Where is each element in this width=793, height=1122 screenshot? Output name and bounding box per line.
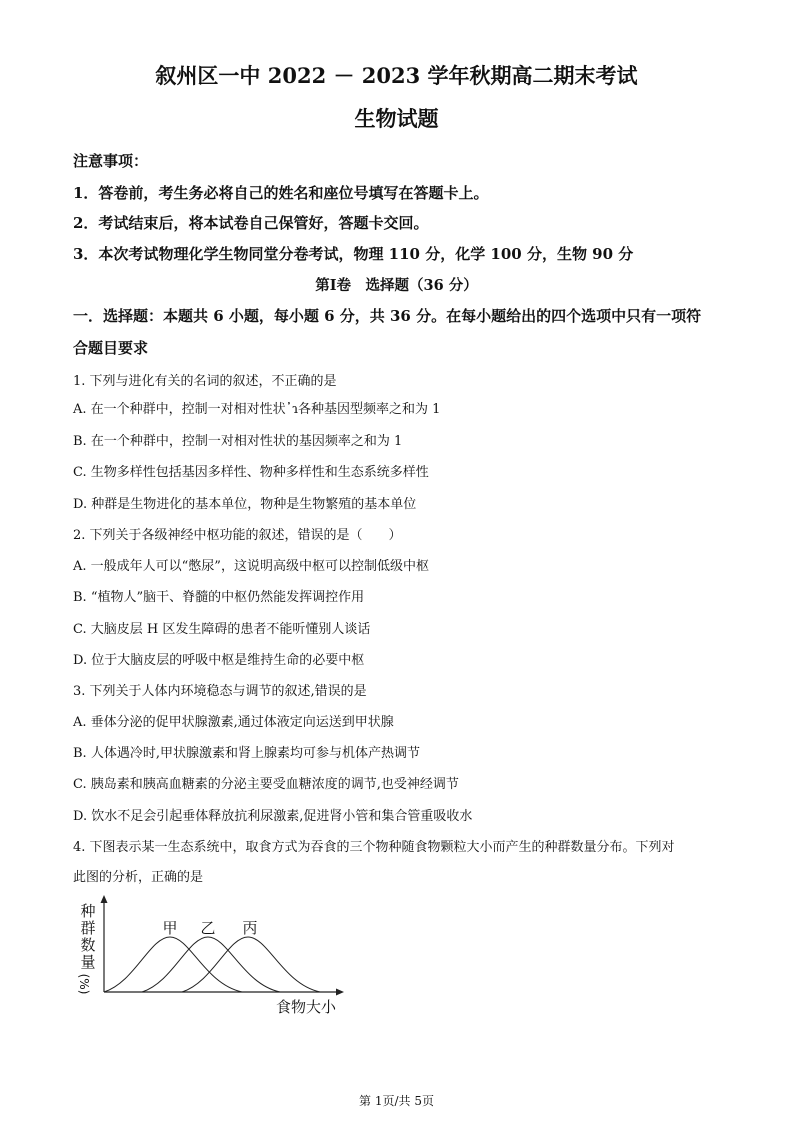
note-item: 2．考试结束后，将本试卷自己保管好，答题卡交回。 [73, 214, 429, 232]
question-2-option-a: A. 一般成年人可以“憋尿”，这说明高级中枢可以控制低级中枢 [73, 559, 429, 574]
section-instruction: 一．选择题：本题共 6 小题，每小题 6 分，共 36 分。在每小题给出的四个选项中只有一项符 [73, 307, 702, 325]
question-1-option-b: B. 在一个种群中，控制一对相对性状的基因频率之和为 1 [73, 434, 403, 449]
curve-yi [142, 937, 280, 992]
x-axis-label: 食物大小 [275, 998, 337, 1016]
question-4-stem: 4. 下图表示某一生态系统中，取食方式为吞食的三个物种随食物颗粒大小而产生的种群数量分布。下列对 [73, 840, 675, 855]
y-label-char: 数 [80, 936, 96, 954]
question-2-option-b: B. “植物人”脑干、脊髓的中枢仍然能发挥调控作用 [73, 590, 365, 605]
exam-title: 叙州区一中 2022 － 2023 学年秋期高二期末考试 [155, 63, 638, 88]
y-label-char: 群 [80, 919, 96, 937]
section-instruction-cont: 合题目要求 [73, 339, 149, 357]
question-4-stem-cont: 此图的分析，正确的是 [73, 870, 204, 885]
question-1-option-a: A. 在一个种群中，控制一对相对性状᾿ɿ各种基因型频率之和为 1 [73, 402, 441, 417]
y-axis-arrow [101, 895, 108, 903]
question-3-option-a: A. 垂体分泌的促甲状腺激素,通过体液定向运送到甲状腺 [73, 715, 394, 730]
notes-heading: 注意事项： [73, 152, 149, 170]
y-label-unit: (%) [77, 973, 91, 995]
question-3-option-c: C. 胰岛素和胰高血糖素的分泌主要受血糖浓度的调节,也受神经调节 [73, 777, 459, 792]
x-axis-arrow [336, 989, 344, 996]
question-2-option-d: D. 位于大脑皮层的呼吸中枢是维持生命的必要中枢 [73, 653, 365, 668]
curve-label-jia: 甲 [162, 919, 178, 937]
y-label-char: 种 [80, 902, 96, 920]
question-1-option-d: D. 种群是生物进化的基本单位，物种是生物繁殖的基本单位 [73, 497, 417, 512]
question-2-stem: 2. 下列关于各级神经中枢功能的叙述，错误的是（ ） [73, 528, 402, 543]
y-label-char: 量 [80, 953, 96, 971]
question-1-stem: 1. 下列与进化有关的名词的叙述，不正确的是 [73, 374, 337, 389]
curve-label-bing: 丙 [242, 919, 258, 937]
population-distribution-figure [70, 892, 360, 1022]
curve-jia [104, 937, 242, 992]
note-item: 1．答卷前，考生务必将自己的姓名和座位号填写在答题卡上。 [73, 184, 489, 202]
question-2-option-c: C. 大脑皮层 H 区发生障碍的患者不能听懂别人谈话 [73, 622, 371, 637]
question-1-option-c: C. 生物多样性包括基因多样性、物种多样性和生态系统多样性 [73, 465, 429, 480]
exam-subtitle: 生物试题 [354, 106, 439, 131]
curve-label-yi: 乙 [200, 919, 216, 937]
question-3-stem: 3. 下列关于人体内环境稳态与调节的叙述,错误的是 [73, 684, 367, 699]
note-item: 3．本次考试物理化学生物同堂分卷考试，物理 110 分，化学 100 分，生物 90 分 [73, 245, 634, 263]
question-3-option-b: B. 人体遇冷时,甲状腺激素和肾上腺素均可参与机体产热调节 [73, 746, 420, 761]
page-number: 第 1页/共 5页 [359, 1094, 434, 1108]
section-title: 第Ⅰ卷 选择题（36 分） [315, 277, 478, 294]
question-3-option-d: D. 饮水不足会引起垂体释放抗利尿激素,促进肾小管和集合管重吸收水 [73, 809, 473, 824]
